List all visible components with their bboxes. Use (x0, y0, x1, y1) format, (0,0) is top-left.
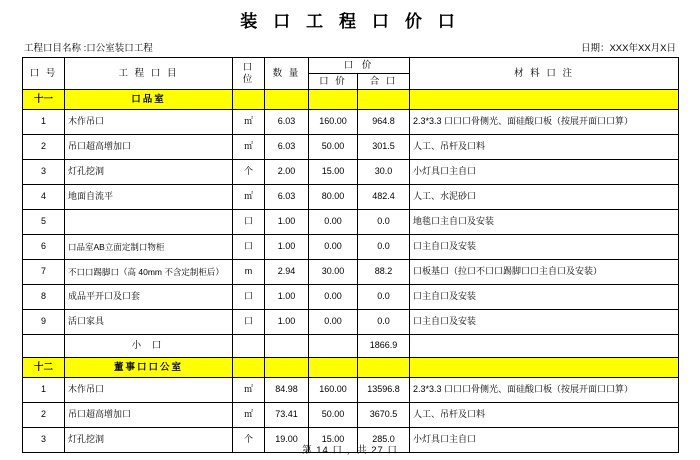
row-qty: 2.00 (265, 160, 309, 185)
subtotal-no (23, 335, 65, 358)
row-amount: 0.0 (358, 210, 410, 235)
row-unit: 口 (233, 210, 265, 235)
row-unit: 个 (233, 160, 265, 185)
section-title: 董事口口公室 (65, 358, 233, 378)
section-qty (265, 90, 309, 110)
row-price: 0.00 (309, 210, 358, 235)
row-no: 4 (23, 185, 65, 210)
row-price: 0.00 (309, 235, 358, 260)
row-no: 2 (23, 403, 65, 428)
row-qty: 1.00 (265, 210, 309, 235)
row-price: 80.00 (309, 185, 358, 210)
subtotal-label: 小 口 (65, 335, 233, 358)
row-qty: 2.94 (265, 260, 309, 285)
section-qty (265, 358, 309, 378)
row-no: 2 (23, 135, 65, 160)
row-unit: 口 (233, 310, 265, 335)
row-amount: 30.0 (358, 160, 410, 185)
row-price: 160.00 (309, 110, 358, 135)
section-price (309, 358, 358, 378)
section-unit (233, 358, 265, 378)
row-note: 人工、吊杆及口料 (410, 135, 679, 160)
row-price: 50.00 (309, 403, 358, 428)
row-price: 0.00 (309, 310, 358, 335)
row-note: 地毯口主自口及安装 (410, 210, 679, 235)
row-unit: 个 (233, 428, 265, 453)
row-amount: 3670.5 (358, 403, 410, 428)
row-note: 小灯具口主自口 (410, 428, 679, 453)
section-note (410, 358, 679, 378)
row-qty: 6.03 (265, 185, 309, 210)
row-no: 6 (23, 235, 65, 260)
section-note (410, 90, 679, 110)
row-price: 15.00 (309, 160, 358, 185)
row-unit: ㎡ (233, 378, 265, 403)
row-price: 50.00 (309, 135, 358, 160)
row-no: 1 (23, 110, 65, 135)
document-meta (22, 40, 678, 57)
table-row (23, 110, 679, 135)
row-qty: 6.03 (265, 110, 309, 135)
table-header (23, 58, 679, 90)
row-amount: 964.8 (358, 110, 410, 135)
row-item: 活口家具 (65, 310, 233, 335)
subtotal-row (23, 335, 679, 358)
subtotal-amount: 1866.9 (358, 335, 410, 358)
row-price: 30.00 (309, 260, 358, 285)
table-row (23, 378, 679, 403)
subtotal-note (410, 335, 679, 358)
table-row (23, 285, 679, 310)
row-price: 15.00 (309, 428, 358, 453)
row-unit: ㎡ (233, 403, 265, 428)
row-item (65, 210, 233, 235)
row-note: 小灯具口主自口 (410, 160, 679, 185)
row-note: 人工、吊杆及口料 (410, 403, 679, 428)
header-item: 工 程 口 目 (65, 58, 233, 90)
row-unit: m (233, 260, 265, 285)
section-amount (358, 358, 410, 378)
row-amount: 285.0 (358, 428, 410, 453)
row-item: 地面自流平 (65, 185, 233, 210)
header-unit: 口 位 (233, 58, 265, 90)
subtotal-qty (265, 335, 309, 358)
row-item: 灯孔挖洞 (65, 428, 233, 453)
row-no: 3 (23, 160, 65, 185)
row-amount: 0.0 (358, 310, 410, 335)
table-row (23, 210, 679, 235)
header-qty: 数 量 (265, 58, 309, 90)
section-label: 十二 (23, 358, 65, 378)
row-note: 口主自口及安装 (410, 310, 679, 335)
row-note: 2.3*3.3 口口口骨侧光、面硅酸口板（按展开面口口算） (410, 378, 679, 403)
row-note: 口板基口（拉口不口口踢脚口口主自口及安装） (410, 260, 679, 285)
row-item: 不口口踢脚口（高 40mm 不含定制柜后） (65, 260, 233, 285)
header-amount: 合 口 (358, 74, 410, 90)
table-row (23, 185, 679, 210)
row-no: 7 (23, 260, 65, 285)
row-no: 1 (23, 378, 65, 403)
row-qty: 1.00 (265, 285, 309, 310)
section-label: 十一 (23, 90, 65, 110)
row-amount: 13596.8 (358, 378, 410, 403)
row-amount: 0.0 (358, 285, 410, 310)
table-row (23, 235, 679, 260)
row-qty: 19.00 (265, 428, 309, 453)
section-amount (358, 90, 410, 110)
row-unit: 口 (233, 285, 265, 310)
table-row (23, 260, 679, 285)
row-unit: 口 (233, 235, 265, 260)
row-qty: 73.41 (265, 403, 309, 428)
row-qty: 6.03 (265, 135, 309, 160)
row-no: 5 (23, 210, 65, 235)
header-price-group: 口 价 (309, 58, 410, 74)
row-unit: ㎡ (233, 185, 265, 210)
budget-table (22, 57, 679, 453)
row-qty: 84.98 (265, 378, 309, 403)
section-price (309, 90, 358, 110)
table-row (23, 160, 679, 185)
row-price: 0.00 (309, 285, 358, 310)
row-note: 人工、水泥砂口 (410, 185, 679, 210)
row-amount: 88.2 (358, 260, 410, 285)
table-body (23, 90, 679, 453)
row-item: 木作吊口 (65, 110, 233, 135)
document-title: 装 口 工 程 口 价 口 (240, 12, 460, 32)
row-note: 口主自口及安装 (410, 285, 679, 310)
row-unit: ㎡ (233, 135, 265, 160)
row-amount: 0.0 (358, 235, 410, 260)
row-price: 160.00 (309, 378, 358, 403)
row-no: 3 (23, 428, 65, 453)
row-qty: 1.00 (265, 310, 309, 335)
row-item: 吊口超高增加口 (65, 135, 233, 160)
row-item: 吊口超高增加口 (65, 403, 233, 428)
row-note: 2.3*3.3 口口口骨侧光、面硅酸口板（按展开面口口算） (410, 110, 679, 135)
header-unit-price: 口 价 (309, 74, 358, 90)
page-footer: 第 14 口 ，共 27 口 (302, 445, 398, 456)
table-row (23, 403, 679, 428)
section-header-row (23, 90, 679, 110)
header-no: 口 号 (23, 58, 65, 90)
row-no: 8 (23, 285, 65, 310)
section-unit (233, 90, 265, 110)
table-row (23, 310, 679, 335)
row-amount: 301.5 (358, 135, 410, 160)
header-note: 材 料 口 注 (410, 58, 679, 90)
section-header-row (23, 358, 679, 378)
table-row (23, 135, 679, 160)
row-item: 木作吊口 (65, 378, 233, 403)
row-qty: 1.00 (265, 235, 309, 260)
project-name: 工程口目名称 :口公室装口工程 (24, 43, 153, 54)
row-item: 成品平开口及口套 (65, 285, 233, 310)
row-amount: 482.4 (358, 185, 410, 210)
row-unit: ㎡ (233, 110, 265, 135)
row-item: 灯孔挖洞 (65, 160, 233, 185)
document-date: 日期：XXX年XX月X日 (580, 43, 676, 54)
row-no: 9 (23, 310, 65, 335)
subtotal-unit (233, 335, 265, 358)
row-item: 口品室AB立面定制口物柜 (65, 235, 233, 260)
section-title: 口品室 (65, 90, 233, 110)
subtotal-price (309, 335, 358, 358)
row-note: 口主自口及安装 (410, 235, 679, 260)
